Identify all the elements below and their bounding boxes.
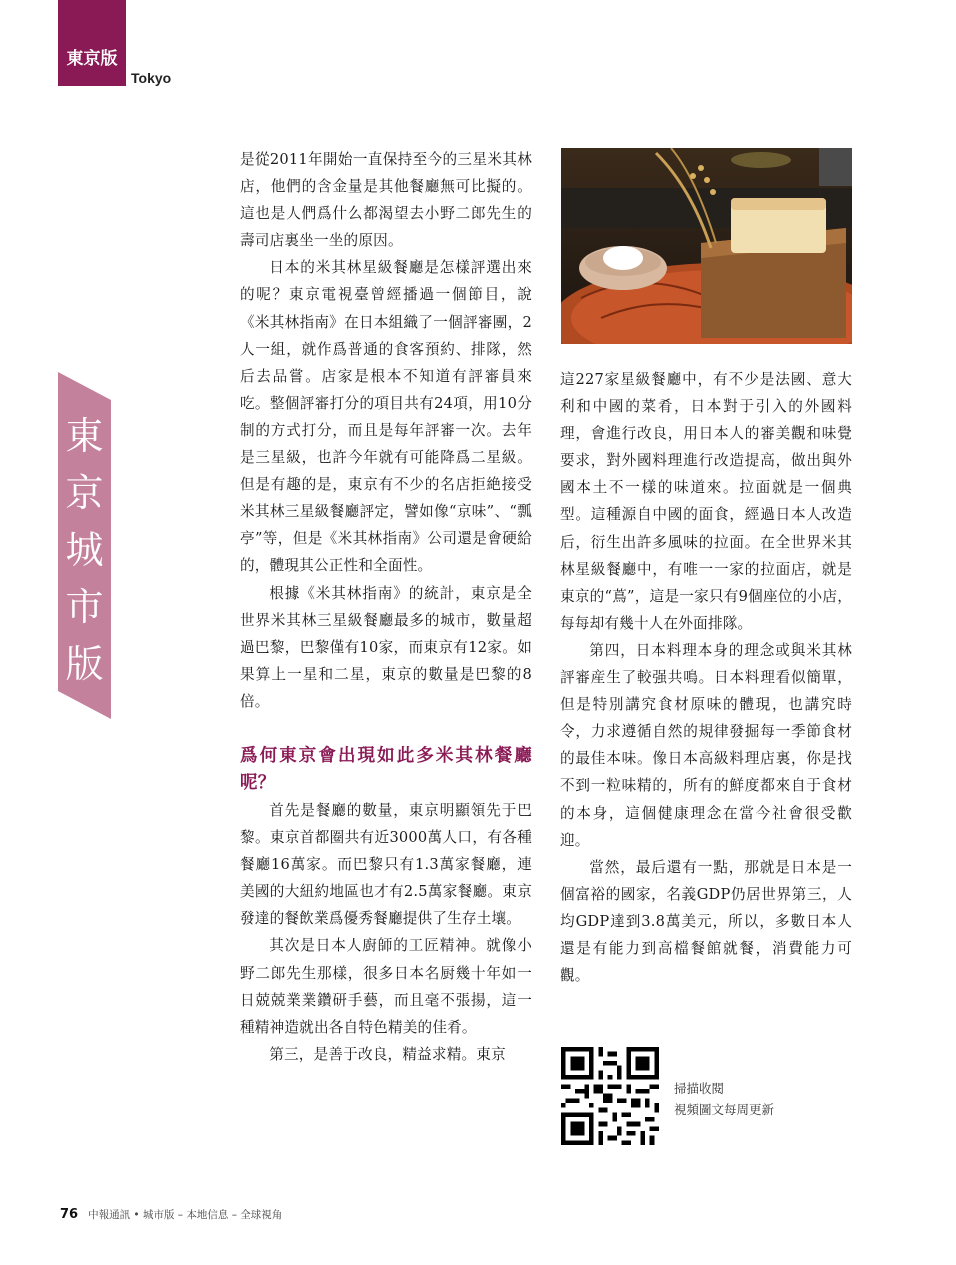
- page-footer: [60, 1207, 282, 1222]
- qr-caption-line: 視頻圖文每周更新: [674, 1102, 775, 1117]
- paragraph: 第四，日本料理本身的理念或與米其林評審産生了較强共鳴。日本料理看似簡單，但是特別講究食材原味的體現，也講究時令，力求遵循自然的規律發掘每一季節食材的最佳本味。像日本高級料理店裏，你是找不到一粒味精的，所有的鮮度都來自于食材的本身，這個健康理念在當今社會很受歡迎。: [560, 641, 852, 849]
- page-number: 76: [60, 1207, 79, 1222]
- paragraph: 根據《米其林指南》的統計，東京是全世界米其林三星級餐廳最多的城市，數量超過巴黎，巴黎僅有10家，而東京有12家。如果算上一星和二星，東京的數量是巴黎的8倍。: [240, 584, 532, 710]
- edition-tab-label: 東京版: [66, 49, 118, 69]
- side-banner-char: 市: [65, 585, 104, 629]
- right-column: [560, 366, 852, 989]
- section-heading: 爲何東京會出現如此多米其林餐廳呢？: [240, 745, 532, 793]
- edition-tab: [58, 0, 126, 86]
- side-banner-char: 京: [65, 471, 104, 515]
- paragraph: 這227家星級餐廳中，有不少是法國、意大利和中國的菜肴，日本對于引入的外國料理，會進行改良，用日本人的審美觀和味覺要求，對外國料理進行改造提高，做出與外國本土不一樣的味道來。拉面就是一個典型。這種源自中國的面食，經過日本人改造后，衍生出許多風味的拉面。在全世界米其林星級餐廳中，有唯一一家的拉面店，就是東京的“蔦”，這是一家只有9個座位的小店，每每却有幾十人在外面排隊。: [560, 371, 852, 632]
- side-banner: [58, 372, 111, 719]
- footer-text: 中報通訊 • 城市版 – 本地信息 – 全球視角: [88, 1209, 283, 1221]
- qr-caption-line: 掃描收閱: [674, 1081, 725, 1096]
- side-banner-char: 城: [65, 528, 104, 572]
- paragraph: 其次是日本人廚師的工匠精神。就像小野二郎先生那樣，很多日本名厨幾十年如一日兢兢業業鑽研手藝，而且毫不張揚，這一種精神造就出各自特色精美的佳肴。: [240, 937, 532, 1036]
- side-banner-char: 東: [65, 414, 104, 458]
- qr-code[interactable]: [561, 1047, 659, 1145]
- food-photo: [561, 148, 852, 344]
- paragraph: 首先是餐廳的數量，東京明顯領先于巴黎。東京首都圈共有近3000萬人口，有各種餐廳16萬家。而巴黎只有1.3萬家餐廳，連美國的大紐約地區也才有2.5萬家餐廳。東京發達的餐飲業爲優秀餐廳提供了生存土壤。: [240, 801, 532, 928]
- paragraph: 日本的米其林星級餐廳是怎樣評選出來的呢？東京電視臺曾經播過一個節目，說《米其林指南》在日本組織了一個評審團，2人一組，就作爲普通的食客預約、排隊，然后去品嘗。店家是根本不知道有評審員來吃。整個評審打分的項目共有24項，用10分制的方式打分，而且是每年評審一次。去年是三星級，也許今年就有可能降爲二星級。但是有趣的是，東京有不少的名店拒絶接受米其林三星級餐廳評定，譬如像“京味”、“瓢亭”等，但是《米其林指南》公司還是會硬給的，體現其公正性和全面性。: [240, 259, 532, 575]
- left-column: [240, 146, 532, 1068]
- paragraph: 第三，是善于改良，精益求精。東京: [269, 1045, 506, 1063]
- side-banner-char: 版: [65, 642, 104, 686]
- paragraph: 是從2011年開始一直保持至今的三星米其林店，他們的含金量是其他餐廳無可比擬的。這也是人們爲什么都渴望去小野二郎先生的壽司店裏坐一坐的原因。: [240, 151, 532, 250]
- city-label: Tokyo: [131, 70, 172, 86]
- qr-caption: [674, 1078, 774, 1120]
- paragraph: 當然，最后還有一點，那就是日本是一個富裕的國家，名義GDP仍居世界第三，人均GDP達到3.8萬美元，所以，多數日本人還是有能力到高檔餐館就餐，消費能力可觀。: [560, 858, 852, 985]
